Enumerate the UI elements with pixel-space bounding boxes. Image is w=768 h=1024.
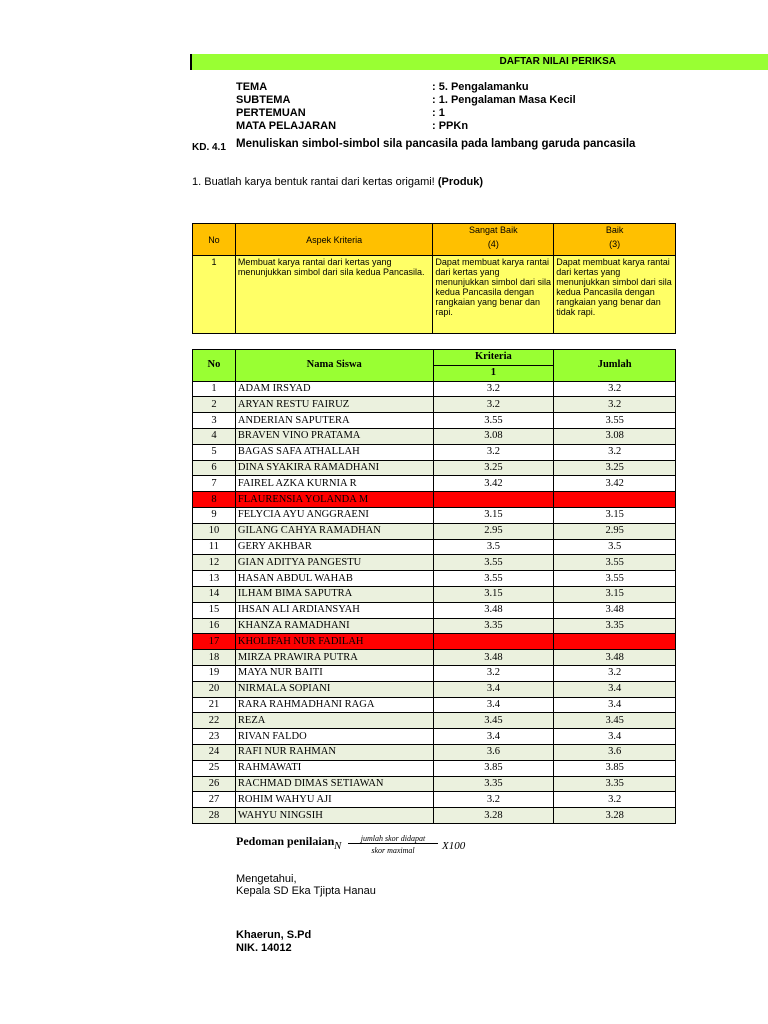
table-row xyxy=(193,555,676,571)
row-name: FELYCIA AYU ANGGRAENI xyxy=(235,507,433,523)
row-name: ROHIM WAHYU AJI xyxy=(235,792,433,808)
row-name: KHANZA RAMADHANI xyxy=(235,618,433,634)
meta-label-tema: TEMA xyxy=(236,81,268,93)
row-no: 25 xyxy=(193,760,236,776)
row-no: 19 xyxy=(193,665,236,681)
row-jumlah: 3.28 xyxy=(554,808,676,824)
table-row xyxy=(193,618,676,634)
row-name: FLAURENSIA YOLANDA M xyxy=(235,492,433,508)
row-jumlah: 3.08 xyxy=(554,428,676,444)
row-jumlah: 3.6 xyxy=(554,744,676,760)
row-kriteria-1: 3.48 xyxy=(433,650,554,666)
rubric-table xyxy=(192,223,676,334)
scores-header-row xyxy=(193,350,676,366)
row-kriteria-1: 3.4 xyxy=(433,681,554,697)
row-no: 18 xyxy=(193,650,236,666)
row-jumlah: 3.2 xyxy=(554,397,676,413)
row-kriteria-1 xyxy=(433,634,554,650)
row-kriteria-1: 3.2 xyxy=(433,381,554,397)
row-kriteria-1: 3.48 xyxy=(433,602,554,618)
row-jumlah: 3.48 xyxy=(554,602,676,618)
table-row xyxy=(193,476,676,492)
kd-label: KD. 4.1 xyxy=(192,142,226,153)
row-no: 10 xyxy=(193,523,236,539)
page-title-banner xyxy=(190,54,768,70)
row-name: FAIREL AZKA KURNIA R xyxy=(235,476,433,492)
row-jumlah: 3.45 xyxy=(554,713,676,729)
rubric-header-sangat-baik-label: Sangat Baik xyxy=(469,225,518,235)
table-row xyxy=(193,602,676,618)
table-row xyxy=(193,665,676,681)
row-name: GILANG CAHYA RAMADHAN xyxy=(235,523,433,539)
table-row xyxy=(193,792,676,808)
table-row xyxy=(193,381,676,397)
row-name: GIAN ADITYA PANGESTU xyxy=(235,555,433,571)
row-jumlah: 3.2 xyxy=(554,381,676,397)
row-jumlah: 3.55 xyxy=(554,413,676,429)
row-no: 8 xyxy=(193,492,236,508)
row-kriteria-1: 3.28 xyxy=(433,808,554,824)
row-name: HASAN ABDUL WAHAB xyxy=(235,571,433,587)
row-name: ILHAM BIMA SAPUTRA xyxy=(235,586,433,602)
meta-value-mapel: : PPKn xyxy=(432,120,469,132)
row-no: 9 xyxy=(193,507,236,523)
row-no: 5 xyxy=(193,444,236,460)
meta-label-pertemuan: PERTEMUAN xyxy=(236,107,306,119)
scores-body xyxy=(193,381,676,823)
mengetahui: Mengetahui, xyxy=(236,873,297,885)
table-row xyxy=(193,523,676,539)
row-no: 16 xyxy=(193,618,236,634)
row-name: ARYAN RESTU FAIRUZ xyxy=(235,397,433,413)
rubric-header-aspek: Aspek Kriteria xyxy=(235,224,433,256)
row-no: 2 xyxy=(193,397,236,413)
row-jumlah: 3.2 xyxy=(554,792,676,808)
row-jumlah: 3.15 xyxy=(554,507,676,523)
signer-position: Kepala SD Eka Tjipta Hanau xyxy=(236,885,376,897)
rubric-row xyxy=(193,256,676,334)
meta-label-subtema: SUBTEMA xyxy=(236,94,291,106)
row-kriteria-1: 2.95 xyxy=(433,523,554,539)
row-jumlah: 3.5 xyxy=(554,539,676,555)
row-jumlah: 3.35 xyxy=(554,776,676,792)
rubric-row-aspek: Membuat karya rantai dari kertas yang menunjukkan simbol dari sila kedua Pancasila. xyxy=(235,256,433,334)
row-jumlah: 3.55 xyxy=(554,571,676,587)
rubric-header-sangat-baik-score: (4) xyxy=(487,239,499,249)
row-jumlah: 3.25 xyxy=(554,460,676,476)
table-row xyxy=(193,444,676,460)
row-kriteria-1: 3.4 xyxy=(433,729,554,745)
row-name: RACHMAD DIMAS SETIAWAN xyxy=(235,776,433,792)
scores-table xyxy=(192,349,676,824)
row-name: DINA SYAKIRA RAMADHANI xyxy=(235,460,433,476)
pedoman-label: Pedoman penilaian xyxy=(236,834,335,848)
row-kriteria-1: 3.2 xyxy=(433,397,554,413)
table-row xyxy=(193,492,676,508)
row-jumlah: 3.35 xyxy=(554,618,676,634)
row-kriteria-1: 3.2 xyxy=(433,665,554,681)
row-name: GERY AKHBAR xyxy=(235,539,433,555)
row-kriteria-1: 3.5 xyxy=(433,539,554,555)
table-row xyxy=(193,539,676,555)
table-row xyxy=(193,713,676,729)
row-name: KHOLIFAH NUR FADILAH xyxy=(235,634,433,650)
row-name: BRAVEN VINO PRATAMA xyxy=(235,428,433,444)
row-no: 11 xyxy=(193,539,236,555)
formula-n: N xyxy=(334,840,342,852)
row-jumlah: 3.2 xyxy=(554,665,676,681)
signer-name: Khaerun, S.Pd xyxy=(236,929,312,941)
meta-value-subtema: : 1. Pengalaman Masa Kecil xyxy=(432,94,576,106)
row-kriteria-1: 3.25 xyxy=(433,460,554,476)
row-name: WAHYU NINGSIH xyxy=(235,808,433,824)
table-row xyxy=(193,808,676,824)
row-jumlah: 3.4 xyxy=(554,681,676,697)
row-no: 3 xyxy=(193,413,236,429)
formula-x100: X100 xyxy=(442,840,466,852)
row-name: ANDERIAN SAPUTERA xyxy=(235,413,433,429)
table-row xyxy=(193,681,676,697)
table-row xyxy=(193,634,676,650)
rubric-header-baik-score: (3) xyxy=(609,239,621,249)
row-jumlah: 3.4 xyxy=(554,729,676,745)
row-kriteria-1: 3.55 xyxy=(433,555,554,571)
row-no: 26 xyxy=(193,776,236,792)
scores-header-jumlah: Jumlah xyxy=(554,350,676,382)
row-kriteria-1: 3.15 xyxy=(433,507,554,523)
rubric-row-no: 1 xyxy=(193,256,236,334)
rubric-header-baik xyxy=(554,224,676,256)
signer-nik: NIK. 14012 xyxy=(236,942,292,954)
table-row xyxy=(193,729,676,745)
row-name: NIRMALA SOPIANI xyxy=(235,681,433,697)
table-row xyxy=(193,460,676,476)
row-no: 1 xyxy=(193,381,236,397)
rubric-row-baik: Dapat membuat karya rantai dari kertas yang menunjukkan simbol dari sila kedua Pancasila dengan rangkaian yang benar dan tidak rapi. xyxy=(554,256,676,334)
row-kriteria-1: 3.2 xyxy=(433,792,554,808)
row-name: RARA RAHMADHANI RAGA xyxy=(235,697,433,713)
row-kriteria-1: 3.42 xyxy=(433,476,554,492)
rubric-row-sangat-baik: Dapat membuat karya rantai dari kertas yang menunjukkan simbol dari sila kedua Pancasila dengan rangkaian yang benar dan rapi. xyxy=(433,256,554,334)
row-jumlah xyxy=(554,634,676,650)
row-jumlah: 3.48 xyxy=(554,650,676,666)
row-kriteria-1: 3.4 xyxy=(433,697,554,713)
row-no: 6 xyxy=(193,460,236,476)
scores-header-no: No xyxy=(193,350,236,382)
row-kriteria-1: 3.35 xyxy=(433,618,554,634)
row-no: 27 xyxy=(193,792,236,808)
row-no: 7 xyxy=(193,476,236,492)
row-name: RAFI NUR RAHMAN xyxy=(235,744,433,760)
rubric-header-row xyxy=(193,224,676,256)
row-name: MIRZA PRAWIRA PUTRA xyxy=(235,650,433,666)
scores-header-nama: Nama Siswa xyxy=(235,350,433,382)
row-jumlah: 2.95 xyxy=(554,523,676,539)
row-kriteria-1: 3.15 xyxy=(433,586,554,602)
table-row xyxy=(193,397,676,413)
scores-header-kriteria: Kriteria xyxy=(433,350,554,366)
table-row xyxy=(193,760,676,776)
meta-value-tema: : 5. Pengalamanku xyxy=(432,81,529,93)
row-name: MAYA NUR BAITI xyxy=(235,665,433,681)
row-jumlah: 3.15 xyxy=(554,586,676,602)
table-row xyxy=(193,650,676,666)
kd-text: Menuliskan simbol-simbol sila pancasila pada lambang garuda pancasila xyxy=(236,138,636,150)
row-no: 24 xyxy=(193,744,236,760)
row-jumlah: 3.2 xyxy=(554,444,676,460)
table-row xyxy=(193,507,676,523)
table-row xyxy=(193,697,676,713)
row-no: 20 xyxy=(193,681,236,697)
row-name: RAHMAWATI xyxy=(235,760,433,776)
row-name: ADAM IRSYAD xyxy=(235,381,433,397)
meta-value-pertemuan: : 1 xyxy=(432,107,445,119)
row-name: REZA xyxy=(235,713,433,729)
row-jumlah: 3.42 xyxy=(554,476,676,492)
meta-label-mapel: MATA PELAJARAN xyxy=(236,120,337,132)
formula-denominator: skor maximal xyxy=(371,846,415,855)
row-kriteria-1: 3.2 xyxy=(433,444,554,460)
row-jumlah: 3.85 xyxy=(554,760,676,776)
table-row xyxy=(193,571,676,587)
formula-numerator: jumlah skor didapat xyxy=(348,834,438,844)
row-no: 12 xyxy=(193,555,236,571)
row-kriteria-1: 3.55 xyxy=(433,413,554,429)
row-no: 13 xyxy=(193,571,236,587)
row-no: 21 xyxy=(193,697,236,713)
row-kriteria-1: 3.55 xyxy=(433,571,554,587)
instruction-product: (Produk) xyxy=(437,176,484,188)
row-kriteria-1: 3.35 xyxy=(433,776,554,792)
table-row xyxy=(193,744,676,760)
row-no: 15 xyxy=(193,602,236,618)
row-jumlah: 3.4 xyxy=(554,697,676,713)
row-jumlah: 3.55 xyxy=(554,555,676,571)
row-no: 14 xyxy=(193,586,236,602)
row-no: 4 xyxy=(193,428,236,444)
row-name: IHSAN ALI ARDIANSYAH xyxy=(235,602,433,618)
rubric-header-baik-label: Baik xyxy=(605,225,624,235)
scores-header-kriteria-1: 1 xyxy=(433,365,554,381)
row-kriteria-1: 3.6 xyxy=(433,744,554,760)
row-no: 23 xyxy=(193,729,236,745)
row-no: 17 xyxy=(193,634,236,650)
row-kriteria-1: 3.85 xyxy=(433,760,554,776)
row-no: 28 xyxy=(193,808,236,824)
instruction-text: 1. Buatlah karya bentuk rantai dari kertas origami! xyxy=(192,176,435,188)
row-jumlah xyxy=(554,492,676,508)
page-title: DAFTAR NILAI PERIKSA xyxy=(499,56,616,67)
table-row xyxy=(193,428,676,444)
row-name: BAGAS SAFA ATHALLAH xyxy=(235,444,433,460)
instruction xyxy=(192,176,483,188)
row-kriteria-1 xyxy=(433,492,554,508)
table-row xyxy=(193,586,676,602)
row-kriteria-1: 3.45 xyxy=(433,713,554,729)
row-kriteria-1: 3.08 xyxy=(433,428,554,444)
table-row xyxy=(193,413,676,429)
table-row xyxy=(193,776,676,792)
row-no: 22 xyxy=(193,713,236,729)
rubric-header-sangat-baik xyxy=(433,224,554,256)
row-name: RIVAN FALDO xyxy=(235,729,433,745)
rubric-header-no: No xyxy=(193,224,236,256)
